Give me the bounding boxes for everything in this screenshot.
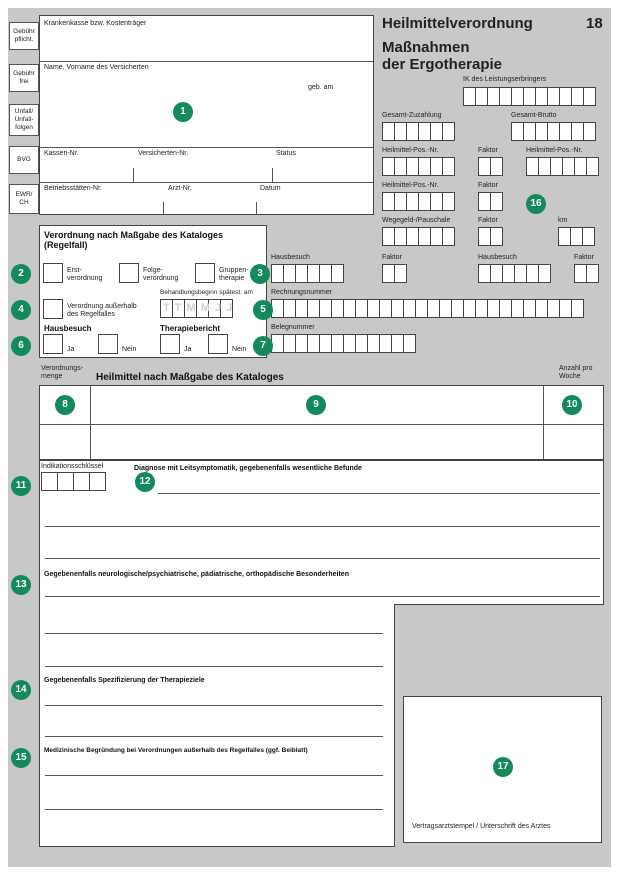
- faktor-3-label: Faktor: [478, 217, 498, 224]
- therapiebericht-nein-label: Nein: [232, 346, 247, 353]
- indikation-label: Indikationsschlüssel: [41, 463, 104, 470]
- doctor-stamp-box[interactable]: [403, 696, 602, 843]
- badge-13: 13: [11, 575, 31, 595]
- gesamt-brutto-label: Gesamt-Brutto: [511, 112, 557, 119]
- pos-nr-3-label: Heilmittel-Pos.-Nr.: [382, 182, 439, 189]
- catalog-heading-1: Verordnung nach Maßgabe des Kataloges: [44, 230, 224, 240]
- therapiebericht-nein-checkbox[interactable]: [208, 334, 228, 354]
- form-subtitle-2: der Ergotherapie: [382, 56, 503, 73]
- rechnungsnummer-cells[interactable]: [271, 299, 583, 318]
- pos-nr-2-cells[interactable]: [526, 157, 598, 176]
- ik-label: IK des Leistungserbringers: [463, 76, 547, 83]
- badge-17: 17: [493, 757, 513, 777]
- belegnummer-label: Belegnummer: [271, 324, 315, 331]
- anzahl-label-1: Anzahl pro: [559, 365, 593, 372]
- hausbesuch-nein-label: Nein: [122, 346, 137, 353]
- hausbesuch-heading: Hausbesuch: [44, 324, 92, 333]
- erst-label-1: Erst-: [67, 267, 82, 274]
- therapiebericht-ja-label: Ja: [184, 346, 192, 353]
- badge-14: 14: [11, 680, 31, 700]
- gruppe-label-2: therapie: [219, 275, 245, 282]
- side-label-unfall[interactable]: Unfall/ Unfall- folgen: [9, 104, 39, 136]
- form-title: Heilmittelverordnung: [382, 15, 533, 32]
- behandlungsbeginn-label: Behandlungsbeginn spätest. am: [160, 289, 253, 296]
- rechnungsnummer-label: Rechnungsnummer: [271, 289, 333, 296]
- ausserhalb-label-2: des Regelfalles: [67, 311, 115, 318]
- pos-nr-3-cells[interactable]: [382, 192, 454, 211]
- gesamt-zuzahlung-label: Gesamt-Zuzahlung: [382, 112, 442, 119]
- patient-block[interactable]: [39, 15, 374, 215]
- badge-7: 7: [253, 336, 273, 356]
- pos-nr-2-label: Heilmittel-Pos.-Nr.: [526, 147, 583, 154]
- form-subtitle-1: Maßnahmen: [382, 39, 470, 56]
- date-placeholder: T T M M J J: [163, 302, 234, 314]
- pos-nr-1-label: Heilmittel-Pos.-Nr.: [382, 147, 439, 154]
- folgeverordnung-checkbox[interactable]: [119, 263, 139, 283]
- menge-label-1: Verordnungs-: [41, 365, 84, 372]
- badge-4: 4: [11, 300, 31, 320]
- indikation-cells[interactable]: [41, 472, 105, 491]
- badge-8: 8: [55, 395, 75, 415]
- gruppentherapie-checkbox[interactable]: [195, 263, 215, 283]
- remedies-heading: Heilmittel nach Maßgabe des Kataloges: [96, 372, 284, 383]
- wegegeld-label: Wegegeld-/Pauschale: [382, 217, 451, 224]
- hausbesuch-2-label: Hausbesuch: [478, 254, 517, 261]
- diagnose-label: Diagnose mit Leitsymptomatik, gegebenenfalls wesentliche Befunde: [134, 465, 362, 472]
- faktor-2-cells[interactable]: [478, 192, 502, 211]
- badge-16: 16: [526, 194, 546, 214]
- hausbesuch-ja-label: Ja: [67, 346, 75, 353]
- diagnosis-lower[interactable]: [39, 604, 395, 847]
- faktor-2-label: Faktor: [478, 182, 498, 189]
- therapieziele-label: Gegebenenfalls Spezifizierung der Therapieziele: [44, 677, 205, 684]
- insurer-label: Krankenkasse bzw. Kostenträger: [44, 20, 147, 27]
- therapiebericht-heading: Therapiebericht: [160, 324, 221, 333]
- hausbesuch-2-cells[interactable]: [478, 264, 550, 283]
- badge-2: 2: [11, 264, 31, 284]
- folge-label-2: verordnung: [143, 275, 179, 282]
- betriebsstaetten-nr-label: Betriebsstätten-Nr.: [44, 185, 102, 192]
- erstverordnung-checkbox[interactable]: [43, 263, 63, 283]
- faktor-5-cells[interactable]: [574, 264, 598, 283]
- gesamt-zuzahlung-cells[interactable]: [382, 122, 454, 141]
- km-cells[interactable]: [558, 227, 594, 246]
- erst-label-2: verordnung: [67, 275, 103, 282]
- badge-12: 12: [135, 472, 155, 492]
- therapiebericht-ja-checkbox[interactable]: [160, 334, 180, 354]
- faktor-1-cells[interactable]: [478, 157, 502, 176]
- side-label-bvg[interactable]: BVG: [9, 146, 39, 174]
- besonderheiten-label: Gegebenenfalls neurologische/psychiatrische, pädiatrische, orthopädische Besonderheiten: [44, 571, 349, 578]
- gesamt-brutto-cells[interactable]: [511, 122, 595, 141]
- side-label-gebuehr-frei[interactable]: Gebühr frei: [9, 64, 39, 92]
- catalog-block[interactable]: [39, 225, 267, 358]
- form-number: 18: [586, 15, 603, 32]
- faktor-4-label: Faktor: [382, 254, 402, 261]
- badge-5: 5: [253, 300, 273, 320]
- kassen-nr-label: Kassen-Nr.: [44, 150, 79, 157]
- hausbesuch-1-label: Hausbesuch: [271, 254, 310, 261]
- gruppe-label-1: Gruppen-: [219, 267, 249, 274]
- status-label: Status: [276, 150, 296, 157]
- badge-9: 9: [306, 395, 326, 415]
- faktor-4-cells[interactable]: [382, 264, 406, 283]
- diagnosis-upper[interactable]: [39, 460, 604, 605]
- dob-label: geb. am: [308, 84, 334, 91]
- begruendung-label: Medizinische Begründung bei Verordnungen außerhalb des Regelfalles (ggf. Beiblatt): [44, 747, 308, 754]
- menge-label-2: menge: [41, 373, 63, 380]
- hausbesuch-nein-checkbox[interactable]: [98, 334, 118, 354]
- name-label: Name, Vorname des Versicherten: [44, 64, 149, 71]
- faktor-5-label: Faktor: [574, 254, 594, 261]
- badge-10: 10: [562, 395, 582, 415]
- badge-3: 3: [250, 264, 270, 284]
- stempel-label: Vertragsarztstempel / Unterschrift des Arztes: [412, 823, 551, 830]
- ik-cells[interactable]: [463, 87, 595, 106]
- form-sheet: [8, 8, 611, 867]
- belegnummer-cells[interactable]: [271, 334, 415, 353]
- faktor-3-cells[interactable]: [478, 227, 502, 246]
- arzt-nr-label: Arzt-Nr.: [168, 185, 192, 192]
- side-label-ewr-ch[interactable]: EWR/ CH: [9, 184, 39, 214]
- remedies-table[interactable]: [39, 385, 604, 460]
- anzahl-label-2: Woche: [559, 373, 581, 380]
- badge-15: 15: [11, 748, 31, 768]
- badge-6: 6: [11, 336, 31, 356]
- pos-nr-1-cells[interactable]: [382, 157, 454, 176]
- hausbesuch-ja-checkbox[interactable]: [43, 334, 63, 354]
- ausserhalb-label-1: Verordnung außerhalb: [67, 303, 137, 310]
- faktor-1-label: Faktor: [478, 147, 498, 154]
- folge-label-1: Folge-: [143, 267, 163, 274]
- datum-label: Datum: [260, 185, 281, 192]
- badge-1: 1: [173, 102, 193, 122]
- catalog-heading-2: (Regelfall): [44, 240, 88, 250]
- hausbesuch-1-cells[interactable]: [271, 264, 343, 283]
- versicherten-nr-label: Versicherten-Nr.: [138, 150, 189, 157]
- wegegeld-cells[interactable]: [382, 227, 454, 246]
- badge-11: 11: [11, 476, 31, 496]
- km-label: km: [558, 217, 568, 224]
- side-label-gebuehr-pflicht[interactable]: Gebühr pflicht.: [9, 22, 39, 50]
- ausserhalb-regelfall-checkbox[interactable]: [43, 299, 63, 319]
